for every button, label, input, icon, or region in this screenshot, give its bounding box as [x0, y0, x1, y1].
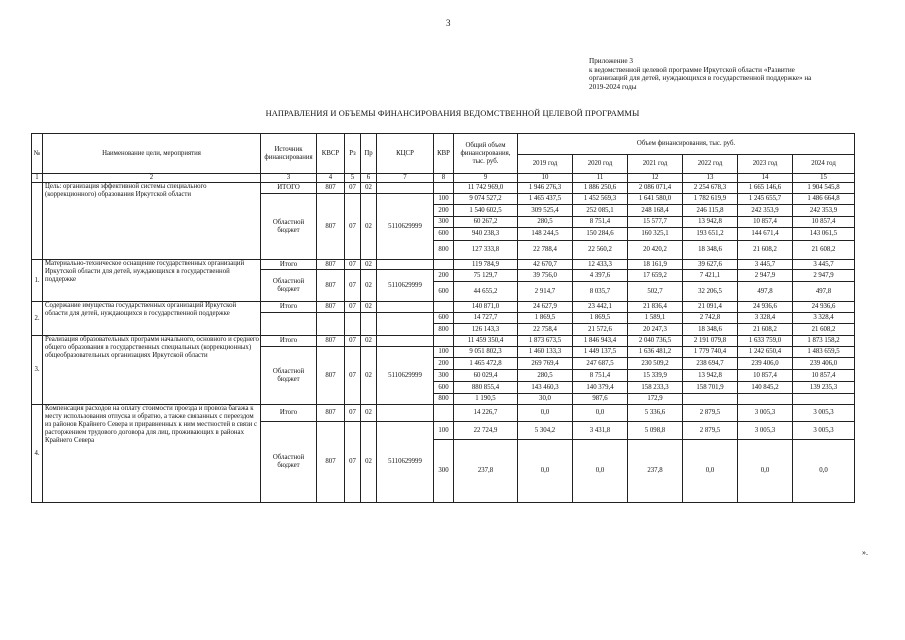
year-value: 238 694,7	[683, 358, 738, 370]
kvr-cell: 100	[434, 347, 454, 358]
rz-cell: 07	[345, 260, 361, 270]
total-value: 14 727,7	[454, 313, 518, 324]
rz-cell: 07	[345, 194, 361, 260]
year-value: 2 879,5	[683, 405, 738, 422]
row-number: 2.	[32, 302, 43, 336]
itogo-label: Итого	[261, 302, 317, 313]
kvsr-cell: 807	[317, 270, 345, 302]
col-number: 12	[628, 174, 683, 183]
year-value: 20 247,3	[628, 324, 683, 336]
year-value: 158 233,3	[628, 382, 683, 394]
appendix-line: к ведомственной целевой программе Иркутской области «Развитие	[589, 65, 795, 74]
itogo-label: ИТОГО	[261, 183, 317, 194]
col-number: 15	[793, 174, 855, 183]
table-row	[32, 405, 855, 422]
pr-cell	[361, 313, 377, 336]
year-value: 1 873 673,5	[518, 336, 573, 347]
total-value: 11 742 969,0	[454, 183, 518, 194]
header-name: Наименование цели, мероприятия	[43, 134, 261, 174]
kvr-cell: 100	[434, 194, 454, 205]
year-value: 12 433,3	[573, 260, 628, 270]
year-value: 4 397,6	[573, 270, 628, 282]
header-num: №	[32, 134, 43, 174]
col-number: 13	[683, 174, 738, 183]
total-value: 22 724,9	[454, 422, 518, 440]
pr-cell: 02	[361, 405, 377, 422]
year-value: 0,0	[683, 440, 738, 503]
year-value: 248 168,4	[628, 205, 683, 217]
year-value: 987,6	[573, 394, 628, 405]
rz-cell: 07	[345, 336, 361, 347]
year-value: 139 235,3	[793, 382, 855, 394]
total-value: 60 267,2	[454, 217, 518, 228]
kvsr-cell: 807	[317, 422, 345, 503]
kvr-cell: 200	[434, 358, 454, 370]
kvsr-cell	[317, 313, 345, 336]
kcsr-cell: 5110629999	[377, 422, 434, 503]
kcsr-cell	[377, 302, 434, 313]
year-value: 10 857,4	[738, 370, 793, 382]
kvsr-cell: 807	[317, 194, 345, 260]
year-value: 497,8	[793, 282, 855, 302]
rz-cell: 07	[345, 183, 361, 194]
itogo-label: Итого	[261, 336, 317, 347]
year-value: 242 353,9	[793, 205, 855, 217]
page-number: 3	[446, 18, 451, 28]
year-value: 32 206,5	[683, 282, 738, 302]
year-value: 3 445,7	[793, 260, 855, 270]
rz-cell: 07	[345, 347, 361, 405]
pr-cell: 02	[361, 270, 377, 302]
kcsr-cell	[377, 313, 434, 336]
col-number: 7	[377, 174, 434, 183]
year-value: 0,0	[573, 440, 628, 503]
header-year: 2022 год	[683, 155, 738, 174]
total-value: 9 051 802,3	[454, 347, 518, 358]
year-value: 3 005,3	[793, 422, 855, 440]
pr-cell: 02	[361, 422, 377, 503]
kvr-cell	[434, 302, 454, 313]
year-value: 1 452 569,3	[573, 194, 628, 205]
year-value: 3 005,3	[738, 422, 793, 440]
year-value: 21 572,6	[573, 324, 628, 336]
year-value: 148 244,5	[518, 228, 573, 241]
rz-cell: 07	[345, 422, 361, 503]
header-kvsr: КВСР	[317, 134, 345, 174]
year-value: 1 465 437,5	[518, 194, 573, 205]
year-value: 0,0	[518, 405, 573, 422]
document-title: НАПРАВЛЕНИЯ И ОБЪЕМЫ ФИНАНСИРОВАНИЯ ВЕДОМСТВЕННОЙ ЦЕЛЕВОЙ ПРОГРАММЫ	[265, 109, 640, 118]
year-value: 140 845,2	[738, 382, 793, 394]
total-value: 880 855,4	[454, 382, 518, 394]
pr-cell: 02	[361, 183, 377, 194]
year-value: 42 670,7	[518, 260, 573, 270]
year-value: 3 005,3	[793, 405, 855, 422]
rz-cell: 07	[345, 270, 361, 302]
year-value: 237,8	[628, 440, 683, 503]
kcsr-cell	[377, 405, 434, 422]
year-value: 1 486 664,8	[793, 194, 855, 205]
year-value: 1 779 740,4	[683, 347, 738, 358]
year-value: 2 947,9	[738, 270, 793, 282]
year-value: 1 782 619,9	[683, 194, 738, 205]
year-value	[738, 394, 793, 405]
year-value: 8 751,4	[573, 370, 628, 382]
kcsr-cell: 5110629999	[377, 270, 434, 302]
col-number: 9	[454, 174, 518, 183]
year-value: 158 701,9	[683, 382, 738, 394]
kvr-cell: 200	[434, 205, 454, 217]
year-value: 30,0	[518, 394, 573, 405]
appendix-line: организаций для детей, нуждающихся в государственной поддержке» на	[589, 74, 812, 83]
year-value: 140 379,4	[573, 382, 628, 394]
year-value: 15 339,9	[628, 370, 683, 382]
kvr-cell: 100	[434, 422, 454, 440]
year-value: 0,0	[573, 405, 628, 422]
total-value: 940 238,3	[454, 228, 518, 241]
col-number: 5	[345, 174, 361, 183]
year-value: 2 879,5	[683, 422, 738, 440]
year-value: 1 873 158,2	[793, 336, 855, 347]
year-value: 5 098,8	[628, 422, 683, 440]
year-value: 8 751,4	[573, 217, 628, 228]
col-number: 1	[32, 174, 43, 183]
year-value: 39 627,6	[683, 260, 738, 270]
appendix-line: 2019-2024 годы	[589, 82, 637, 91]
kcsr-cell	[377, 183, 434, 194]
appendix-line: Приложение 3	[589, 57, 633, 65]
year-value: 1 869,5	[573, 313, 628, 324]
source-label: Областной бюджет	[261, 422, 317, 503]
measure-name: Цель: организация эффективной системы специального (коррекционного) образования Иркутской области	[43, 183, 261, 260]
year-value: 1 483 659,5	[793, 347, 855, 358]
kvr-cell: 600	[434, 313, 454, 324]
header-year: 2021 год	[628, 155, 683, 174]
year-value: 21 608,2	[738, 324, 793, 336]
total-value: 1 190,5	[454, 394, 518, 405]
rz-cell: 07	[345, 302, 361, 313]
total-value: 14 226,7	[454, 405, 518, 422]
kvsr-cell: 807	[317, 405, 345, 422]
year-value: 2 191 079,8	[683, 336, 738, 347]
kvr-cell: 800	[434, 394, 454, 405]
header-kvr: КВР	[434, 134, 454, 174]
year-value: 2 742,8	[683, 313, 738, 324]
header-total: Общий объем финансирования, тыс. руб.	[454, 134, 518, 174]
year-value: 242 353,9	[738, 205, 793, 217]
financing-table	[31, 133, 855, 503]
total-value: 1 540 602,5	[454, 205, 518, 217]
year-value: 143 061,5	[793, 228, 855, 241]
year-value: 497,8	[738, 282, 793, 302]
year-value: 1 946 276,3	[518, 183, 573, 194]
total-value: 127 333,8	[454, 241, 518, 260]
kvr-cell: 300	[434, 440, 454, 503]
year-value: 2 947,9	[793, 270, 855, 282]
year-value: 15 577,7	[628, 217, 683, 228]
year-value: 252 085,1	[573, 205, 628, 217]
year-value: 17 659,2	[628, 270, 683, 282]
year-value: 24 936,6	[738, 302, 793, 313]
total-value: 11 459 350,4	[454, 336, 518, 347]
kvsr-cell: 807	[317, 260, 345, 270]
year-value: 1 449 137,5	[573, 347, 628, 358]
column-number-row	[32, 174, 855, 183]
year-value: 239 406,0	[793, 358, 855, 370]
year-value: 269 769,4	[518, 358, 573, 370]
year-value: 239 406,0	[738, 358, 793, 370]
header-year: 2023 год	[738, 155, 793, 174]
header-rz: Рз	[345, 134, 361, 174]
year-value: 2 254 678,3	[683, 183, 738, 194]
year-value: 39 756,0	[518, 270, 573, 282]
year-value: 172,9	[628, 394, 683, 405]
pr-cell: 02	[361, 194, 377, 260]
year-value: 3 005,3	[738, 405, 793, 422]
year-value: 2 040 736,5	[628, 336, 683, 347]
year-value: 1 869,5	[518, 313, 573, 324]
kvsr-cell: 807	[317, 183, 345, 194]
year-value: 18 348,6	[683, 241, 738, 260]
year-value: 2 086 071,4	[628, 183, 683, 194]
year-value: 143 460,3	[518, 382, 573, 394]
year-value: 1 904 545,8	[793, 183, 855, 194]
year-value: 1 636 481,2	[628, 347, 683, 358]
kvsr-cell: 807	[317, 347, 345, 405]
year-value: 280,5	[518, 217, 573, 228]
header-volume: Объем финансирования, тыс. руб.	[518, 134, 855, 155]
kcsr-cell: 5110629999	[377, 347, 434, 405]
year-value: 21 608,2	[793, 241, 855, 260]
total-value: 9 074 527,2	[454, 194, 518, 205]
year-value: 5 336,6	[628, 405, 683, 422]
year-value: 230 509,2	[628, 358, 683, 370]
measure-name: Реализация образовательных программ начального, основного и среднего общего образования в государственных специальных (коррекционных) общеобразовательных организациях Иркутской области	[43, 336, 261, 405]
pr-cell: 02	[361, 302, 377, 313]
table-row	[32, 260, 855, 270]
kvr-cell: 600	[434, 382, 454, 394]
year-value: 3 445,7	[738, 260, 793, 270]
source-label: Областной бюджет	[261, 347, 317, 405]
year-value	[793, 394, 855, 405]
year-value: 1 589,1	[628, 313, 683, 324]
appendix-note	[589, 57, 859, 91]
year-value: 20 420,2	[628, 241, 683, 260]
year-value: 10 857,4	[793, 217, 855, 228]
year-value: 1 641 580,0	[628, 194, 683, 205]
col-number: 3	[261, 174, 317, 183]
kvr-cell: 300	[434, 217, 454, 228]
year-value: 13 942,8	[683, 370, 738, 382]
year-value: 1 245 655,7	[738, 194, 793, 205]
year-value: 502,7	[628, 282, 683, 302]
year-value: 160 325,1	[628, 228, 683, 241]
kvsr-cell: 807	[317, 336, 345, 347]
source-label	[261, 313, 317, 336]
year-value: 0,0	[518, 440, 573, 503]
row-number: 3.	[32, 336, 43, 405]
kvsr-cell: 807	[317, 302, 345, 313]
year-value: 7 421,1	[683, 270, 738, 282]
header-year: 2024 год	[793, 155, 855, 174]
pr-cell: 02	[361, 347, 377, 405]
pr-cell: 02	[361, 336, 377, 347]
year-value: 0,0	[793, 440, 855, 503]
total-value: 140 871,0	[454, 302, 518, 313]
year-value: 24 627,9	[518, 302, 573, 313]
kvr-cell: 800	[434, 324, 454, 336]
year-value: 22 560,2	[573, 241, 628, 260]
source-label: Областной бюджет	[261, 194, 317, 260]
kcsr-cell	[377, 336, 434, 347]
itogo-label: Итого	[261, 260, 317, 270]
year-value: 21 091,4	[683, 302, 738, 313]
year-value: 18 161,9	[628, 260, 683, 270]
kvr-cell	[434, 336, 454, 347]
rz-cell	[345, 313, 361, 336]
header-year: 2020 год	[573, 155, 628, 174]
measure-name: Материально-техническое оснащение государственных организаций Иркутской области для детей, нуждающихся в государственной поддержке	[43, 260, 261, 302]
year-value: 247 687,5	[573, 358, 628, 370]
year-value: 150 284,6	[573, 228, 628, 241]
pr-cell: 02	[361, 260, 377, 270]
total-value: 126 143,3	[454, 324, 518, 336]
year-value: 1 460 133,3	[518, 347, 573, 358]
year-value: 22 788,4	[518, 241, 573, 260]
year-value: 21 608,2	[793, 324, 855, 336]
year-value: 3 328,4	[793, 313, 855, 324]
year-value: 1 242 650,4	[738, 347, 793, 358]
year-value: 22 758,4	[518, 324, 573, 336]
year-value: 0,0	[738, 440, 793, 503]
year-value: 3 431,8	[573, 422, 628, 440]
year-value: 21 608,2	[738, 241, 793, 260]
total-value: 237,8	[454, 440, 518, 503]
total-value: 1 465 472,8	[454, 358, 518, 370]
year-value: 13 942,8	[683, 217, 738, 228]
total-value: 119 784,9	[454, 260, 518, 270]
kvr-cell	[434, 405, 454, 422]
kcsr-cell: 5110629999	[377, 194, 434, 260]
total-value: 75 129,7	[454, 270, 518, 282]
table-row	[32, 302, 855, 313]
kvr-cell	[434, 260, 454, 270]
col-number: 14	[738, 174, 793, 183]
col-number: 6	[361, 174, 377, 183]
year-value: 2 914,7	[518, 282, 573, 302]
kvr-cell: 800	[434, 241, 454, 260]
table-row	[32, 183, 855, 194]
kvr-cell: 600	[434, 228, 454, 241]
measure-name: Содержание имущества государственных организаций Иркутской области для детей, нуждающихся в государственной поддержке	[43, 302, 261, 336]
kvr-cell: 200	[434, 270, 454, 282]
year-value: 18 348,6	[683, 324, 738, 336]
col-number: 4	[317, 174, 345, 183]
table-row	[32, 336, 855, 347]
header-source: Источник финансирования	[261, 134, 317, 174]
itogo-label: Итого	[261, 405, 317, 422]
year-value	[683, 394, 738, 405]
header-year: 2019 год	[518, 155, 573, 174]
financing-table-body	[32, 183, 855, 503]
measure-name: Компенсация расходов на оплату стоимости проезда и провоза багажа к месту использования отпуска и обратно, а также связанных с переездом из районов Крайнего Севера и приравненных к ним местностей в связи с расторжением трудового договора для лиц, проживающих в районах Крайнего Севера	[43, 405, 261, 503]
col-number: 11	[573, 174, 628, 183]
row-number: 1.	[32, 260, 43, 302]
year-value: 3 328,4	[738, 313, 793, 324]
kcsr-cell	[377, 260, 434, 270]
year-value: 309 525,4	[518, 205, 573, 217]
col-number: 2	[43, 174, 261, 183]
footnote-mark: ».	[862, 548, 868, 557]
source-label: Областной бюджет	[261, 270, 317, 302]
year-value: 21 836,4	[628, 302, 683, 313]
kvr-cell: 300	[434, 370, 454, 382]
total-value: 44 655,2	[454, 282, 518, 302]
year-value: 10 857,4	[793, 370, 855, 382]
year-value: 193 651,2	[683, 228, 738, 241]
year-value: 8 035,7	[573, 282, 628, 302]
col-number: 10	[518, 174, 573, 183]
year-value: 144 671,4	[738, 228, 793, 241]
header-pr: Пр	[361, 134, 377, 174]
year-value: 1 846 943,4	[573, 336, 628, 347]
year-value: 1 665 146,6	[738, 183, 793, 194]
year-value: 246 115,8	[683, 205, 738, 217]
year-value: 23 442,1	[573, 302, 628, 313]
rz-cell: 07	[345, 405, 361, 422]
kvr-cell	[434, 183, 454, 194]
year-value: 1 886 250,6	[573, 183, 628, 194]
header-kcsr: КЦСР	[377, 134, 434, 174]
total-value: 60 029,4	[454, 370, 518, 382]
year-value: 10 857,4	[738, 217, 793, 228]
row-number: 4.	[32, 405, 43, 503]
row-number	[32, 183, 43, 260]
kvr-cell: 600	[434, 282, 454, 302]
col-number: 8	[434, 174, 454, 183]
year-value: 1 633 759,0	[738, 336, 793, 347]
year-value: 280,5	[518, 370, 573, 382]
year-value: 24 936,6	[793, 302, 855, 313]
year-value: 5 304,2	[518, 422, 573, 440]
